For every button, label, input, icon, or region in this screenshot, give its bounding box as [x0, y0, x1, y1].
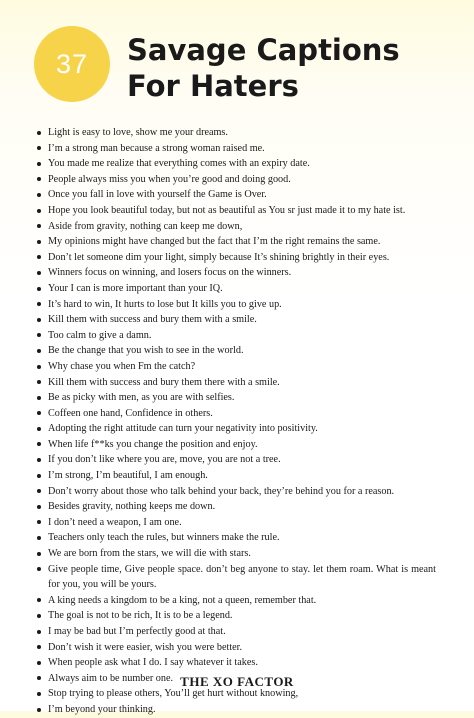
caption-item: Besides gravity, nothing keeps me down.: [48, 499, 436, 515]
caption-item: The goal is not to be rich, It is to be a legend.: [48, 608, 436, 624]
caption-item: Always aim to be number one.: [48, 671, 436, 687]
caption-item: My opinions might have changed but the fact that I’m the right remains the same.: [48, 234, 436, 250]
caption-item: Winners focus on winning, and losers focus on the winners.: [48, 265, 436, 281]
caption-item: I’m a strong man because a strong woman raised me.: [48, 141, 436, 157]
caption-item: Be as picky with men, as you are with selfies.: [48, 390, 436, 406]
caption-item: Give people time, Give people space. don’t beg anyone to stay. let them roam. What is meant for you, you will be yours.: [48, 562, 436, 593]
caption-item: We are born from the stars, we will die with stars.: [48, 546, 436, 562]
caption-item: Too calm to give a damn.: [48, 328, 436, 344]
caption-item: You made me realize that everything comes with an expiry date.: [48, 156, 436, 172]
caption-item: Kill them with success and bury them with a smile.: [48, 312, 436, 328]
number-badge: [34, 26, 110, 102]
caption-item: I’m strong, I’m beautiful, I am enough.: [48, 468, 436, 484]
caption-item: A king needs a kingdom to be a king, not a queen, remember that.: [48, 593, 436, 609]
caption-item: Don’t let someone dim your light, simply because It’s shining brightly in their eyes.: [48, 250, 436, 266]
caption-item: Don’t wish it were easier, wish you were better.: [48, 640, 436, 656]
caption-item: Once you fall in love with yourself the Game is Over.: [48, 187, 436, 203]
caption-item: I don’t need a weapon, I am one.: [48, 515, 436, 531]
caption-item: I’m beyond your thinking.: [48, 702, 436, 718]
title-line-1: Savage Captions: [127, 33, 400, 67]
caption-item: Aside from gravity, nothing can keep me down,: [48, 219, 436, 235]
caption-item: I may be bad but I’m perfectly good at that.: [48, 624, 436, 640]
caption-item: Be the change that you wish to see in the world.: [48, 343, 436, 359]
caption-item: Hope you look beautiful today, but not as beautiful as You sr just made it to my hate ist.: [48, 203, 436, 219]
caption-item: Stop trying to please others, You’ll get hurt without knowing,: [48, 686, 436, 702]
caption-item: If you don’t like where you are, move, you are not a tree.: [48, 452, 436, 468]
caption-item: Light is easy to love, show me your dreams.: [48, 125, 436, 141]
caption-item: Why chase you when Fm the catch?: [48, 359, 436, 375]
caption-item: When life f**ks you change the position and enjoy.: [48, 437, 436, 453]
badge-number: 37: [55, 48, 89, 79]
caption-item: Adopting the right attitude can turn your negativity into positivity.: [48, 421, 436, 437]
caption-item: It’s hard to win, It hurts to lose but It kills you to give up.: [48, 297, 436, 313]
caption-item: When people ask what I do. I say whatever it takes.: [48, 655, 436, 671]
title-line-2: For Haters: [127, 69, 299, 103]
footer-brand: THE XO FACTOR: [180, 674, 294, 689]
caption-item: Teachers only teach the rules, but winners make the rule.: [48, 530, 436, 546]
page-title: [127, 32, 400, 104]
caption-item: Your I can is more important than your IQ.: [48, 281, 436, 297]
caption-item: Coffeen one hand, Confidence in others.: [48, 406, 436, 422]
caption-item: Don’t worry about those who talk behind your back, they’re behind you for a reason.: [48, 484, 436, 500]
captions-list: [48, 125, 436, 718]
caption-item: Kill them with success and bury them there with a smile.: [48, 375, 436, 391]
caption-item: People always miss you when you’re good and doing good.: [48, 172, 436, 188]
